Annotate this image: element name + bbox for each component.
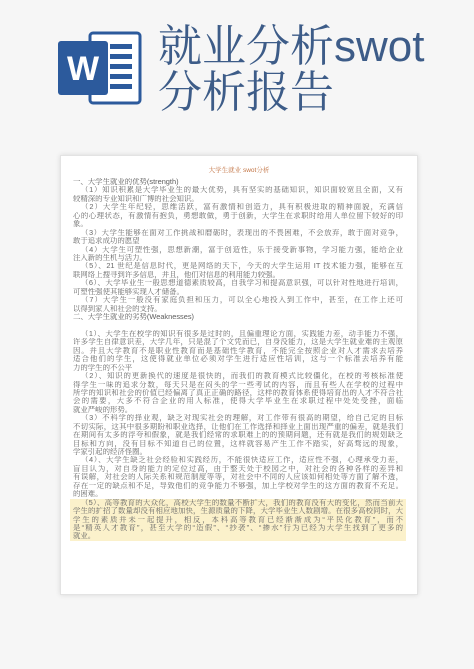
text-line: 所学的知识和社会的价值已经偏离了真正正确的路径，这样的教育体系使得培育出的人才不符合社 bbox=[73, 388, 403, 397]
paragraph bbox=[73, 279, 403, 296]
text-line: 心的心理状态，有激情有抱负，勇想敢做，勇于创新，大学生在求职时给用人单位留下较好的印 bbox=[73, 211, 403, 220]
text-line: （4）大学生可塑性强，思想新潮，富于创造性，乐于接受新事物，学习能力强，能给企业 bbox=[81, 245, 403, 254]
page-title bbox=[158, 24, 468, 116]
text-line: 许多学生自律意识差，大学几年，只是混了个文凭而已，自身没能力，这是大学生就业难的主观原 bbox=[73, 338, 403, 347]
text-line: （2）大学生年纪轻，思维活跃，富有激情和创造力，具有积极进取的精神面貌，充满信 bbox=[81, 203, 403, 212]
text-line: 较精深的专业知识和广博的社会知识。 bbox=[73, 194, 199, 203]
paragraph bbox=[73, 262, 403, 279]
text-line: 不切实际，这其中很多期盼和职业选择，让他们在工作选择和择业上面出现严重的偏差，就是我们 bbox=[73, 422, 403, 431]
text-line: 注入新的生机与活力。 bbox=[73, 253, 147, 262]
text-line: （1）、大学生在校学的知识有很多是过时的，且偏重理论方面，实践能力差，动手能力不强， bbox=[81, 329, 403, 338]
paragraph bbox=[73, 203, 403, 228]
paragraph bbox=[73, 296, 403, 313]
title-line-2: 分析报告 bbox=[158, 68, 334, 116]
text-line: 就业。 bbox=[73, 532, 96, 541]
text-line: 因。并且大学教育不是职业性教育而是基础性学教育，不能完全按照企业对人才需求去培养 bbox=[73, 346, 403, 355]
text-line: 可塑性强使其能够实现人才储备。 bbox=[73, 287, 184, 296]
section-heading bbox=[73, 313, 403, 321]
word-icon-letter: W bbox=[66, 50, 100, 88]
text-line: 敢于追求成功的愿望 bbox=[73, 237, 140, 246]
paragraph bbox=[73, 229, 403, 246]
text-line: （1）知识积累是大学毕业生的最大优势，具有坚实的基础知识，知识面较宽且全面，又有 bbox=[81, 186, 403, 195]
paragraph bbox=[73, 372, 403, 414]
text-line: 一、大学生就业的优势(strength) bbox=[73, 178, 179, 186]
word-icon-line bbox=[110, 74, 132, 79]
text-line: 盲目认为，对自身的能力的定位过高，由于整天处于校园之中，对社会的各种各样的差异和 bbox=[73, 464, 403, 473]
text-line: 学家引起的经济怪圈。 bbox=[73, 448, 147, 456]
text-line: 学生的扩招了数量却没有相应地加快，生源质量的下降，大学毕业生人数剧增。在很多高校同时，大 bbox=[73, 507, 403, 516]
text-line: 以得到家人和社会的支持。 bbox=[73, 304, 162, 313]
text-line: （2）、知识的更新换代的速度是很快的，而我们的教育模式比较僵化，在校的考核标准使 bbox=[81, 372, 403, 381]
word-icon bbox=[56, 30, 144, 106]
text-line: （3）大学生能够在面对工作挑战和磨砺时，表现出的不畏困难，不会放弃，敢于面对竞争， bbox=[81, 228, 403, 237]
document-page bbox=[60, 155, 418, 595]
text-line: 力的学生的不公平 bbox=[73, 363, 133, 372]
word-icon-line bbox=[110, 54, 132, 59]
text-line: 的困难。 bbox=[73, 490, 103, 499]
text-line: （4）、大学生缺乏社会经验和实践经历，不能很快适应工作，适应性不强，心理承受力差， bbox=[81, 456, 403, 465]
title-banner bbox=[0, 0, 474, 150]
paragraph bbox=[73, 246, 403, 263]
text-line: （3）不科学的择业观，缺乏对现实社会的理解，对工作带有很高的期望，给自己定的目标 bbox=[81, 414, 403, 423]
document-body bbox=[73, 178, 403, 541]
paragraph bbox=[73, 330, 403, 372]
text-line: 二、大学生就业的劣势(Weaknesses) bbox=[73, 313, 195, 321]
word-icon-line bbox=[110, 64, 132, 69]
document-heading: 大学生就业 swot分析 bbox=[208, 167, 270, 174]
text-line: 就业严峻的形势。 bbox=[73, 405, 133, 414]
text-line: （6）、大学毕业生一般思想道德素质较高，自我学习和提高意识强，可以针对性地进行培训， bbox=[81, 279, 403, 288]
word-icon-line bbox=[110, 44, 132, 49]
title-line-1: 就业分析swot bbox=[158, 24, 425, 71]
text-line: 有误解，对社会的人际关系和规范制度等等，对社会中不同的人应该如何相处等方面了解不透， bbox=[73, 473, 403, 482]
highlighted-paragraph bbox=[70, 499, 406, 541]
text-line: 是“精英人才教育”，甚至大学的“造假”、“抄袭”、“掺水”行为已经为大学生找到了更多的 bbox=[73, 523, 403, 532]
paragraph bbox=[73, 456, 403, 498]
text-line: 适合他们的学生，这使得就业单位必须对学生进行适应性培训，这与一个标准去培养有能 bbox=[73, 355, 403, 364]
text-line: （5）、高等教育的大众化，高校大学生的数量不断扩大，我们的教育没有大的变化，然而当前大 bbox=[81, 498, 403, 507]
text-line: 学生的素质并未一起提升，相反，本科高等教育已经渐渐成为“平民化教育”，而不 bbox=[73, 515, 403, 524]
section-heading bbox=[73, 178, 403, 186]
paragraph bbox=[73, 186, 403, 203]
text-line: 目标和方向，没有目标不知道自己的位置，这样就容易产生工作不踏实，好高骛远的现象， bbox=[73, 439, 403, 448]
paragraph bbox=[73, 414, 403, 456]
text-line: （7）大学生一般没有家庭负担和压力，可以全心地投入到工作中，甚至，在工作上还可 bbox=[81, 296, 403, 305]
text-line: 会的需要，大多不符合企业的用人标准，使得大学毕业生在求职过程中处处受挫，面临 bbox=[73, 397, 403, 406]
text-line: 得学生一味的追求分数，每天只是在闷头的学一些考试的内容，而且有些人在学校的过程中 bbox=[73, 380, 403, 389]
text-line: 在期间有太多的浮夸和假象，就是我们经常的求职难上的的预期问题，还有就是我们的规划缺乏 bbox=[73, 431, 403, 440]
text-line: （5）、21 世纪是信息时代，更是网络的天下，今天的大学生运用 IT 技术能力强，能够在互 bbox=[81, 262, 403, 271]
word-icon-line bbox=[110, 84, 132, 89]
text-line: 存在一定的缺点和不足，导致他们的竞争能力不够强，加上学校对学生的这方面的教育不充足。 bbox=[73, 481, 403, 490]
text-line: 联网络上搜寻到许多信息，并且，他们对信息的利用能力较强。 bbox=[73, 270, 280, 279]
text-line: 象。 bbox=[73, 220, 88, 229]
